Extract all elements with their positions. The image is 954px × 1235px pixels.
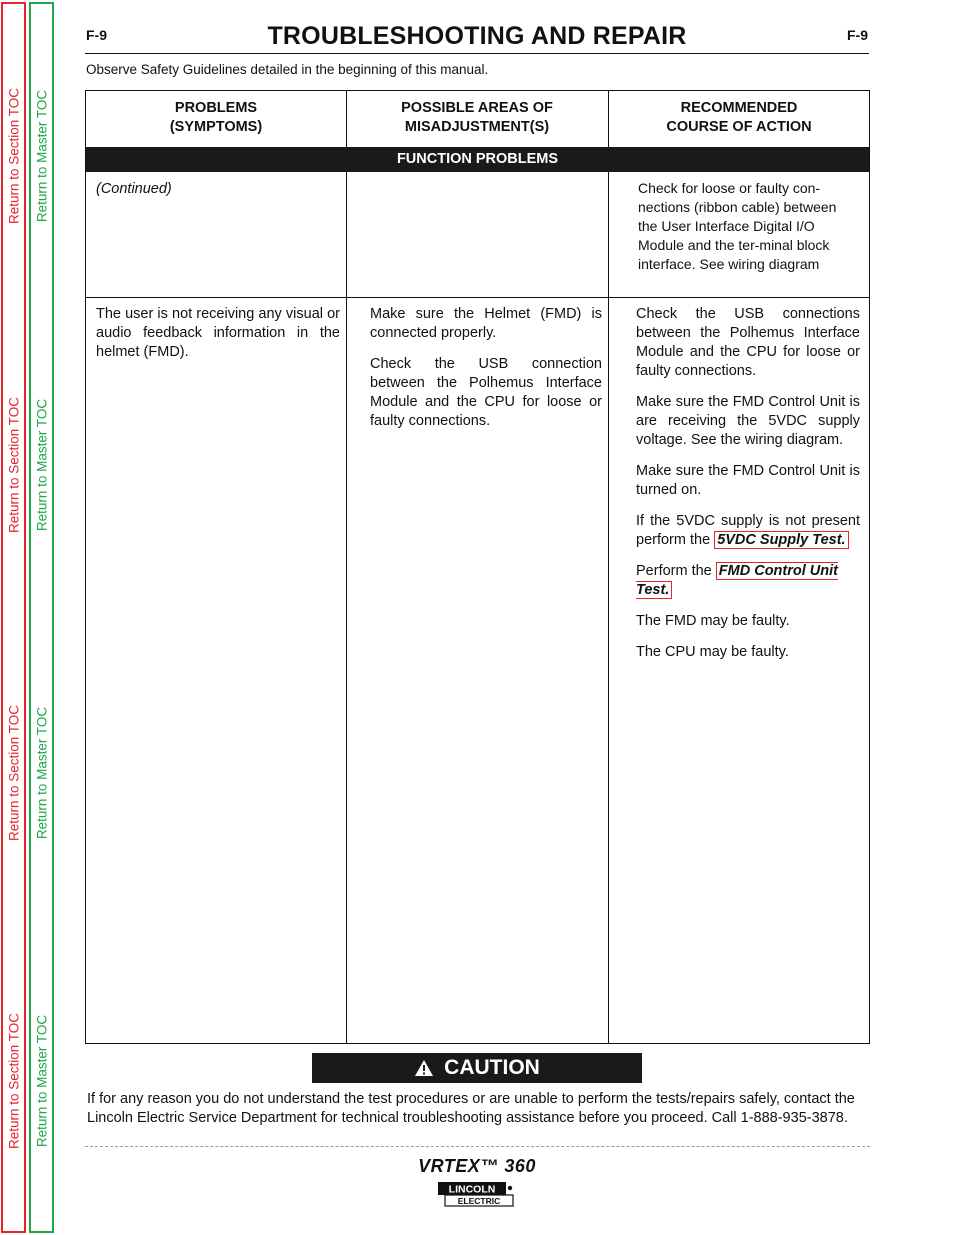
caution-label: CAUTION — [444, 1056, 540, 1079]
footer-divider — [85, 1146, 870, 1147]
row-divider — [86, 297, 869, 298]
warning-triangle-icon — [414, 1059, 434, 1077]
section-band-function-problems: FUNCTION PROBLEMS — [86, 147, 869, 172]
area-item: Check the USB connection between the Polhemus Interface Module and the CPU for loose or faulty connections. — [370, 356, 602, 429]
action-item — [636, 512, 860, 550]
column-header-line: PROBLEMS — [174, 100, 258, 116]
safety-note: Observe Safety Guidelines detailed in the beginning of this manual. — [86, 62, 489, 77]
product-name: VRTEX™ 360 — [418, 1156, 536, 1176]
return-to-section-toc-link[interactable]: Return to Section TOC — [6, 396, 21, 534]
logo-text-top: LINCOLN — [448, 1183, 496, 1196]
return-to-section-toc-link[interactable]: Return to Section TOC — [6, 87, 21, 225]
action-text: If the 5VDC supply is not present perform the — [636, 513, 860, 548]
action-item — [636, 562, 860, 600]
page-title: TROUBLESHOOTING AND REPAIR — [267, 22, 687, 50]
return-to-section-toc-link[interactable]: Return to Section TOC — [6, 704, 21, 842]
column-header-line: RECOMMENDED — [680, 100, 798, 116]
caution-banner — [312, 1053, 642, 1083]
column-header-line: (SYMPTOMS) — [169, 119, 263, 135]
caution-text: If for any reason you do not understand the test procedures or are unable to perform the tests/repairs safely, contact the Lincoln Electric Service Department for technical troubleshooting assistance before you proceed. Call 1-888-935-3878. — [87, 1091, 855, 1126]
action-item: Make sure the FMD Control Unit is turned on. — [636, 463, 860, 498]
return-to-master-toc-link[interactable]: Return to Master TOC — [34, 398, 49, 532]
return-to-section-toc-link[interactable]: Return to Section TOC — [6, 1012, 21, 1150]
column-header-line: POSSIBLE AREAS OF — [401, 100, 553, 116]
row2-actions — [636, 305, 860, 674]
row1-problem: (Continued) — [96, 181, 172, 197]
page-number-left: F-9 — [86, 27, 107, 43]
area-item: Make sure the Helmet (FMD) is connected properly. — [370, 306, 602, 341]
action-text: Perform the — [636, 563, 712, 579]
row1-action: Check for loose or faulty con-nections (ribbon cable) between the User Interface Digital I/O Module and the ter-minal block interface. See wiring diagram — [638, 180, 837, 272]
fmd-control-unit-test-link[interactable]: FMD Control Unit Test. — [636, 563, 838, 598]
logo-text-bottom: ELECTRIC — [457, 1196, 501, 1206]
section-toc-sidebar — [1, 2, 26, 1233]
action-item: Make sure the FMD Control Unit is are receiving the 5VDC supply voltage. See the wiring diagram. — [636, 394, 860, 448]
action-item: Check the USB connections between the Polhemus Interface Module and the CPU for loose or faulty connections. — [636, 306, 860, 379]
action-item: The FMD may be faulty. — [636, 613, 790, 629]
row2-problem: The user is not receiving any visual or audio feedback information in the helmet (FMD). — [96, 306, 340, 360]
supply-test-link[interactable]: 5VDC Supply Test. — [714, 531, 848, 549]
action-item: The CPU may be faulty. — [636, 644, 789, 660]
column-divider — [608, 91, 609, 1043]
return-to-master-toc-link[interactable]: Return to Master TOC — [34, 1014, 49, 1148]
return-to-master-toc-link[interactable]: Return to Master TOC — [34, 706, 49, 840]
column-header-line: COURSE OF ACTION — [666, 119, 812, 135]
return-to-master-toc-link[interactable]: Return to Master TOC — [34, 89, 49, 223]
troubleshooting-table — [85, 90, 870, 1044]
row2-areas — [370, 305, 602, 443]
master-toc-sidebar — [29, 2, 54, 1233]
column-header-actions — [608, 99, 870, 137]
column-header-areas — [346, 99, 608, 137]
lincoln-electric-logo-icon — [437, 1181, 514, 1207]
column-divider — [346, 91, 347, 1043]
column-header-problems — [86, 99, 346, 137]
title-divider — [85, 53, 869, 54]
column-header-line: MISADJUSTMENT(S) — [404, 119, 550, 135]
page-number-right: F-9 — [847, 27, 868, 43]
